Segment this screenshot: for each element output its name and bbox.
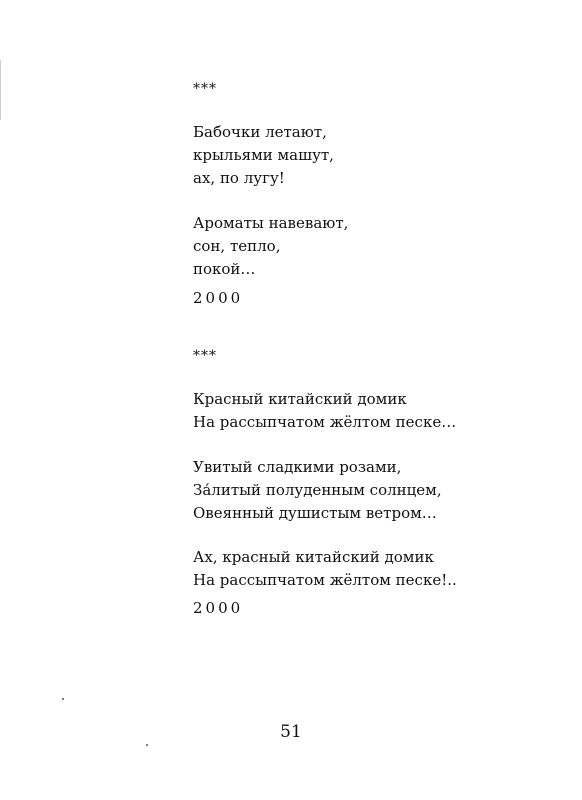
poem-line: крыльями машут,	[193, 146, 334, 164]
poem-year: 2000	[193, 599, 244, 617]
poem-line: На рассыпчатом жёлтом песке!..	[193, 571, 457, 589]
poem-line: Овеянный душистым ветром…	[193, 504, 437, 522]
poem-line: Ах, красный китайский домик	[193, 548, 434, 566]
poem-line: Увитый сладкими розами,	[193, 458, 402, 476]
poem-line: Бабочки летают,	[193, 123, 327, 141]
poem-line: ах, по лугу!	[193, 169, 285, 187]
poem-separator: ***	[193, 348, 217, 364]
poem-line: Красный китайский домик	[193, 390, 407, 408]
scan-speck	[146, 744, 148, 746]
poem-line: Ароматы навевают,	[193, 214, 349, 232]
poem-line: сон, тепло,	[193, 237, 281, 255]
page-number: 51	[280, 722, 302, 742]
poem-separator: ***	[193, 81, 217, 97]
page-edge-mark	[0, 60, 1, 120]
scan-speck	[62, 698, 64, 700]
poem-line: На рассыпчатом жёлтом песке…	[193, 413, 457, 431]
poem-year: 2000	[193, 289, 244, 307]
poem-line: За́литый полуденным солнцем,	[193, 481, 442, 499]
poem-line: покой…	[193, 260, 256, 278]
